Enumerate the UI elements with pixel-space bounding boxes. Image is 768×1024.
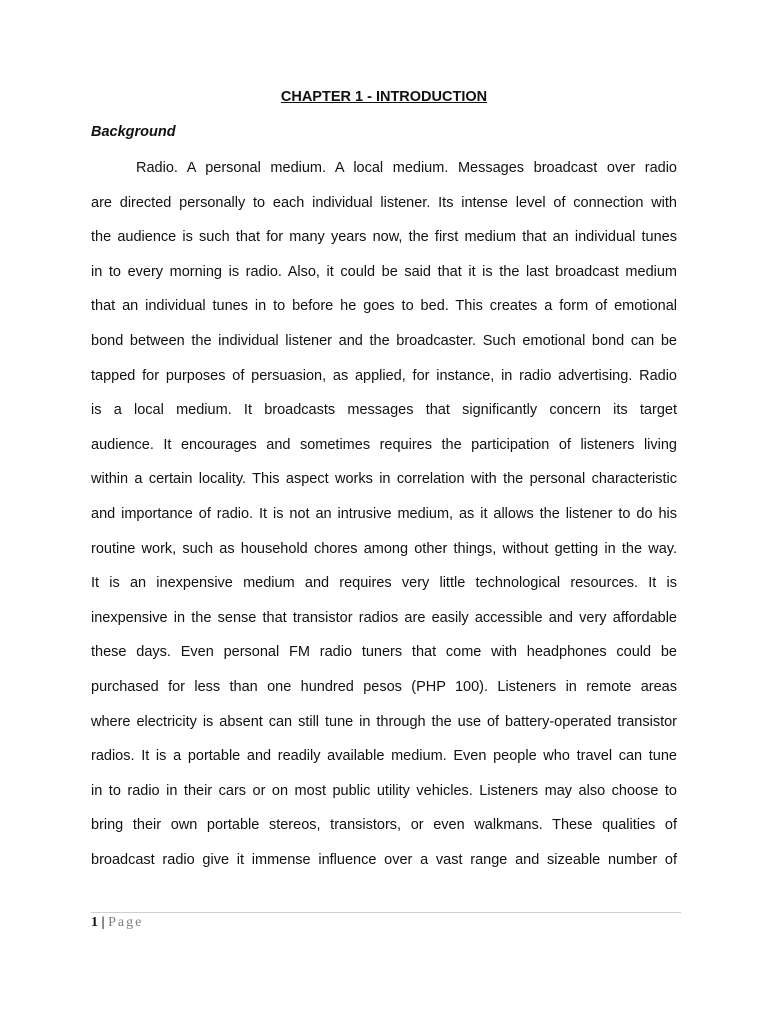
text-line: bond between the individual listener and the broadcaster. Such emotional bond can be (91, 332, 677, 349)
section-heading: Background (91, 124, 176, 140)
footer-divider (91, 912, 681, 913)
text-line: purchased for less than one hundred pesos (PHP 100). Listeners in remote areas (91, 678, 677, 695)
text-line: Radio. A personal medium. A local medium. Messages broadcast over radio (136, 160, 677, 176)
text-line: routine work, such as household chores among other things, without getting in the way. (91, 540, 677, 557)
text-line: in to every morning is radio. Also, it could be said that it is the last broadcast medium (91, 263, 677, 280)
text-line: bring their own portable stereos, transistors, or even walkmans. These qualities of (91, 817, 677, 834)
text-line: inexpensive in the sense that transistor radios are easily accessible and very affordable (91, 609, 677, 626)
text-line: these days. Even personal FM radio tuners that come with headphones could be (91, 644, 677, 661)
text-line: broadcast radio give it immense influence over a vast range and sizeable number of (91, 851, 677, 868)
text-line: It is an inexpensive medium and requires very little technological resources. It is (91, 575, 677, 592)
page-number: 1 (91, 915, 98, 930)
footer-separator: | (101, 915, 105, 930)
text-line: that an individual tunes in to before he goes to bed. This creates a form of emotional (91, 298, 677, 315)
text-line: in to radio in their cars or on most public utility vehicles. Listeners may also choose to (91, 782, 677, 799)
page-label: Page (108, 915, 144, 930)
page-footer (91, 915, 143, 931)
text-line: and importance of radio. It is not an intrusive medium, as it allows the listener to do his (91, 505, 677, 522)
text-line: are directed personally to each individual listener. Its intense level of connection with (91, 194, 677, 211)
body-paragraph (91, 158, 677, 884)
chapter-title: CHAPTER 1 - INTRODUCTION (280, 89, 488, 105)
text-line: audience. It encourages and sometimes requires the participation of listeners living (91, 436, 677, 453)
text-line: within a certain locality. This aspect works in correlation with the personal characteristic (91, 471, 677, 488)
text-line: the audience is such that for many years now, the first medium that an individual tunes (91, 229, 677, 246)
text-line: where electricity is absent can still tune in through the use of battery-operated transistor (91, 713, 677, 730)
text-line: radios. It is a portable and readily available medium. Even people who travel can tune (91, 748, 677, 765)
text-line: tapped for purposes of persuasion, as applied, for instance, in radio advertising. Radio (91, 367, 677, 384)
text-line: is a local medium. It broadcasts messages that significantly concern its target (91, 402, 677, 419)
